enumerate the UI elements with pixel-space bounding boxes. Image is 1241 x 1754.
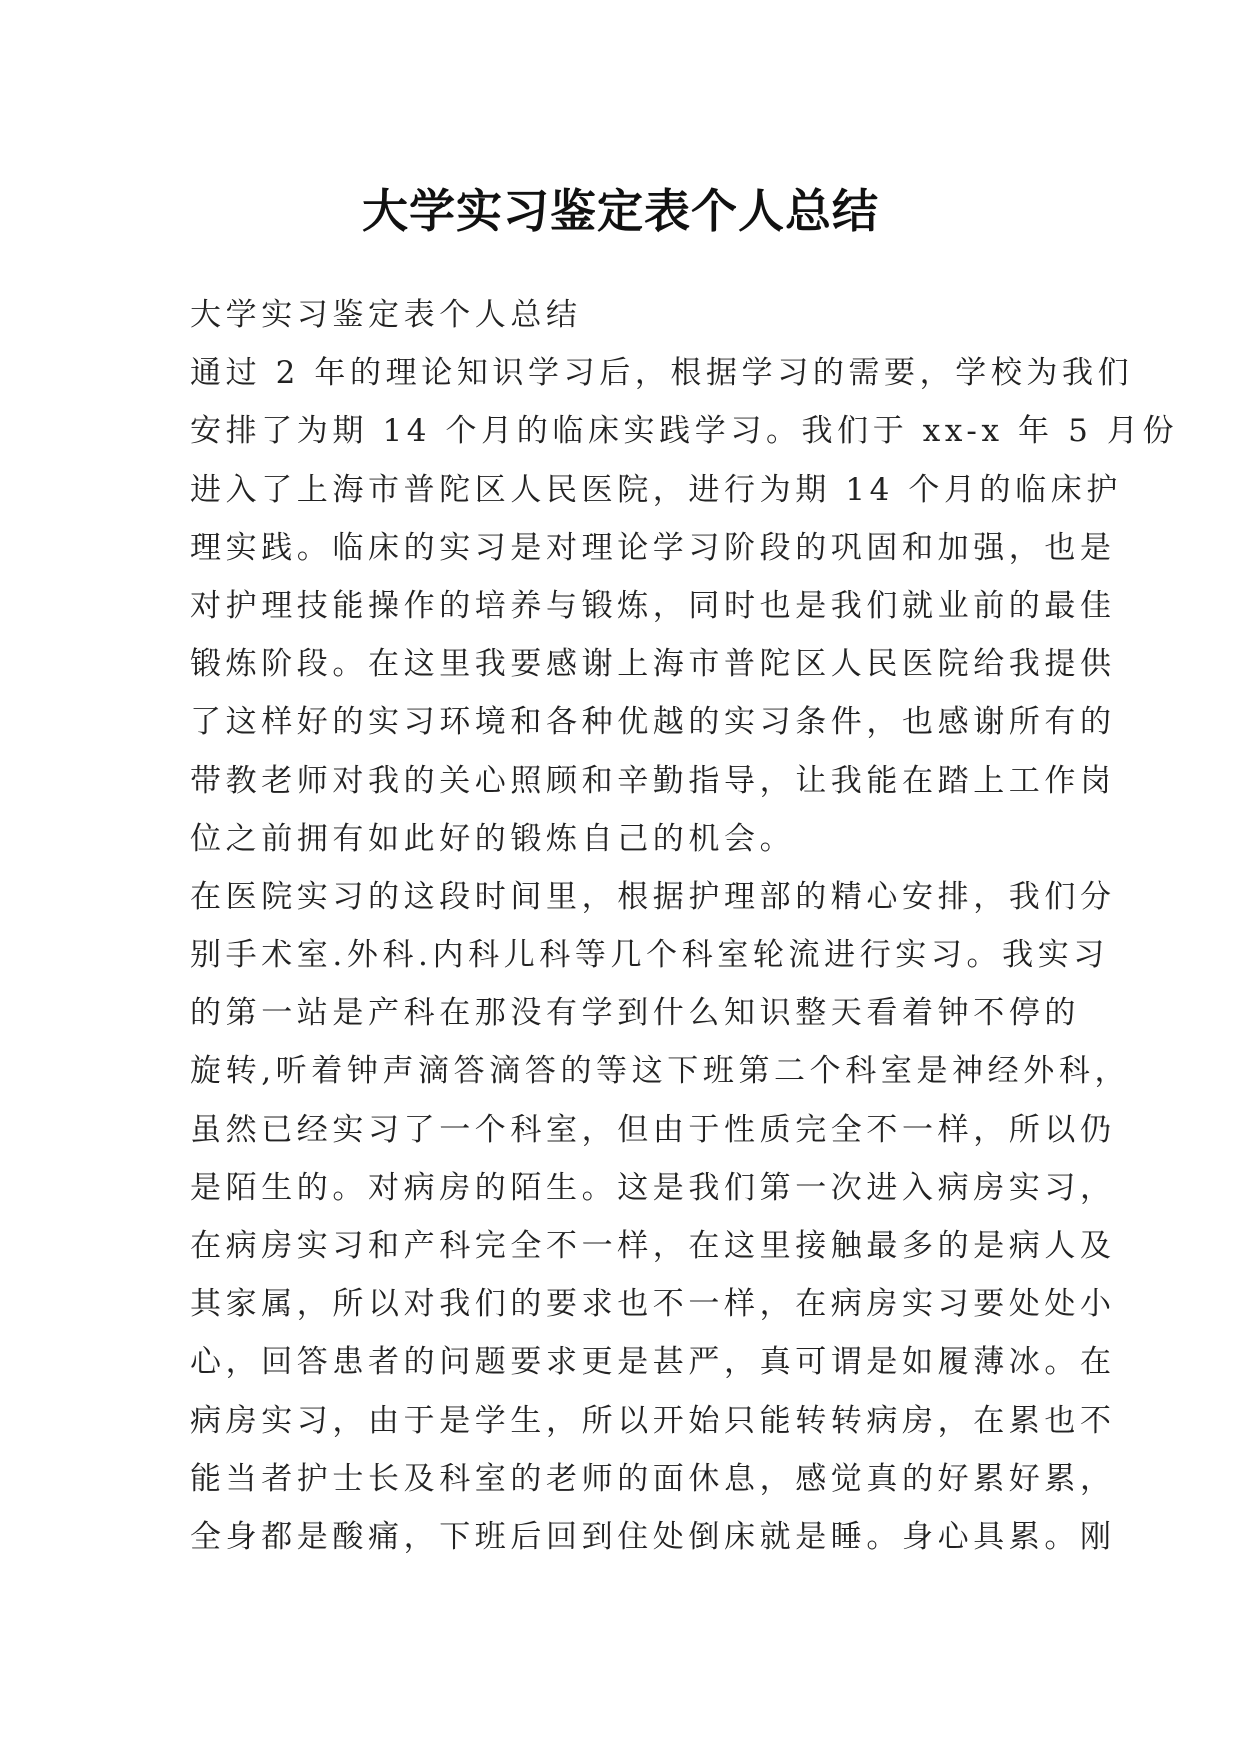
text-line: 的第一站是产科在那没有学到什么知识整天看着钟不停的 (190, 995, 1080, 1032)
text-line: 全身都是酸痛，下班后回到住处倒床就是睡。身心具累。刚 (190, 1518, 1116, 1555)
body-text (190, 286, 1179, 1566)
text-line: 了这样好的实习环境和各种优越的实习条件，也感谢所有的 (190, 704, 1116, 741)
text-line: 对护理技能操作的培养与锻炼，同时也是我们就业前的最佳 (190, 587, 1116, 624)
text-line: 是陌生的。对病房的陌生。这是我们第一次进入病房实习， (190, 1169, 1116, 1206)
text-line: 带教老师对我的关心照顾和辛勤指导，让我能在踏上工作岗 (190, 762, 1116, 799)
text-line: 大学实习鉴定表个人总结 (190, 297, 582, 333)
text-line: 在病房实习和产科完全不一样，在这里接触最多的是病人及 (190, 1228, 1116, 1264)
text-line: 进入了上海市普陀区人民医院，进行为期 14 个月的临床护 (190, 471, 1122, 508)
text-line: 虽然已经实习了一个科室，但由于性质完全不一样，所以仍 (190, 1111, 1116, 1148)
text-line: 病房实习，由于是学生，所以开始只能转转病房，在累也不 (190, 1402, 1116, 1439)
text-line: 别手术室.外科.内科儿科等几个科室轮流进行实习。我实习 (190, 937, 1109, 974)
text-line: 理实践。临床的实习是对理论学习阶段的巩固和加强，也是 (190, 529, 1116, 566)
text-line: 锻炼阶段。在这里我要感谢上海市普陀区人民医院给我提供 (190, 646, 1116, 683)
text-line: 旋转,听着钟声滴答滴答的等这下班第二个科室是神经外科， (190, 1053, 1131, 1090)
text-line: 安排了为期 14 个月的临床实践学习。我们于 xx-x 年 5 月份 (190, 413, 1179, 450)
text-line: 其家属，所以对我们的要求也不一样，在病房实习要处处小 (190, 1286, 1116, 1323)
page-title: 大学实习鉴定表个人总结 (362, 183, 879, 238)
text-line: 心，回答患者的问题要求更是甚严，真可谓是如履薄冰。在 (190, 1344, 1116, 1381)
text-line: 通过 2 年的理论知识学习后，根据学习的需要，学校为我们 (190, 355, 1134, 392)
text-line: 位之前拥有如此好的锻炼自己的机会。 (190, 820, 796, 857)
text-line: 能当者护士长及科室的老师的面休息，感觉真的好累好累， (190, 1460, 1116, 1497)
text-line: 在医院实习的这段时间里，根据护理部的精心安排，我们分 (190, 878, 1116, 915)
